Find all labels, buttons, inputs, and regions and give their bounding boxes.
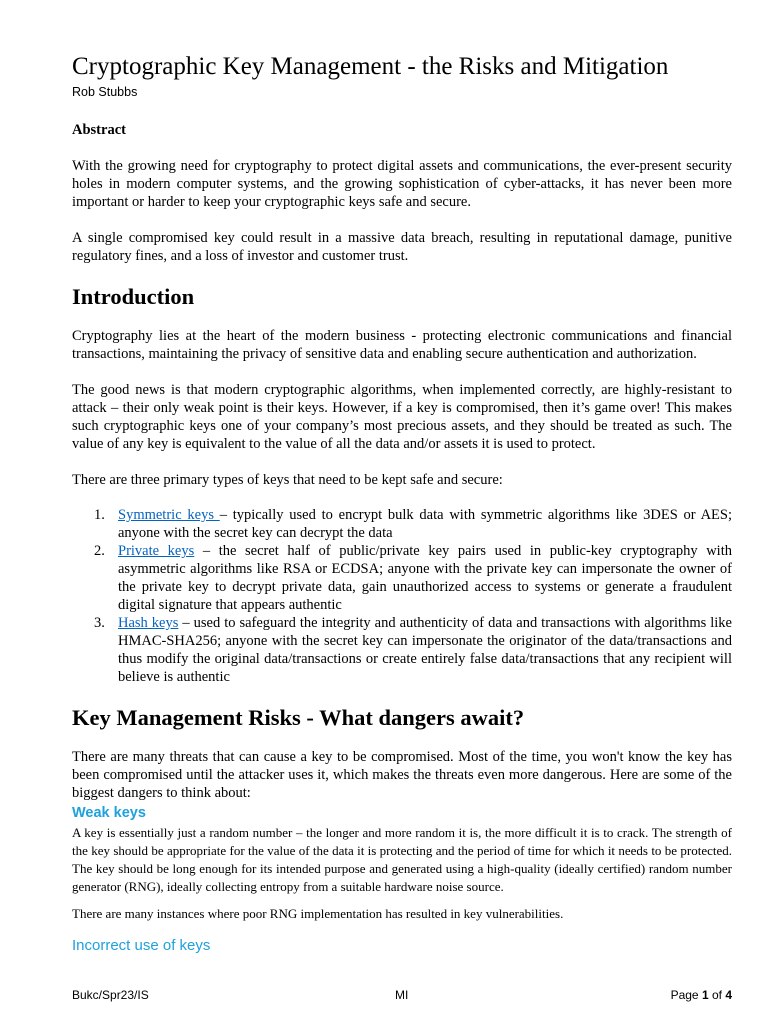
list-item-text: – the secret half of public/private key pairs used in public-key cryptography with asymmetric algorithms like RSA or ECDSA; anyone with the private key can impersonate the owner of the private key to decrypt private data, gain unauthorized access to systems or generate a fraudulent digital signature that appears authentic	[118, 543, 732, 613]
weak-keys-paragraph-2: There are many instances where poor RNG implementation has resulted in key vulnerabilities.	[72, 906, 564, 921]
list-item	[72, 506, 732, 542]
abstract-paragraph-2: A single compromised key could result in a massive data breach, resulting in reputational damage, punitive regulatory fines, and a loss of investor and customer trust.	[72, 230, 732, 264]
list-item-text: – typically used to encrypt bulk data with symmetric algorithms like 3DES or AES; anyone with the secret key can decrypt the data	[118, 507, 732, 541]
risks-paragraph: There are many threats that can cause a key to be compromised. Most of the time, you won't know the key has been compromised until the attacker uses it, which makes the threats even more dangerous. Here are some of the biggest dangers to think about:	[72, 749, 732, 801]
document-title: Cryptographic Key Management - the Risks and Mitigation	[72, 53, 669, 80]
list-item	[72, 542, 732, 614]
page-current: 1	[701, 988, 709, 1002]
risks-heading: Key Management Risks - What dangers await?	[72, 705, 525, 730]
symmetric-keys-link[interactable]: Symmetric keys	[118, 507, 220, 523]
weak-keys-paragraph-1: A key is essentially just a random number – the longer and more random it is, the more difficult it is to crack. The strength of the key should be appropriate for the value of the data it is protecting and the period of time for which it needs to be protected. The key should be long enough for its intended purpose and generated using a high-quality (ideally certified) random number generator (RNG), ideally collecting entropy from a suitable hardware noise source.	[72, 825, 732, 894]
introduction-heading: Introduction	[72, 284, 195, 309]
list-item-text: – used to safeguard the integrity and authenticity of data and transactions with algorithms like HMAC-SHA256; anyone with the secret key can impersonate the originator of the data/transactions and thus modify the original data/transactions or create entirely false data/transactions that any recipient will believe is authentic	[118, 615, 732, 685]
incorrect-use-heading: Incorrect use of keys	[72, 937, 211, 954]
list-number: 1.	[94, 507, 105, 523]
list-number: 2.	[94, 543, 105, 559]
abstract-paragraph-1: With the growing need for cryptography to protect digital assets and communications, the ever-present security holes in modern computer systems, and the growing sophistication of cyber-attacks, it has never been more important or harder to keep your cryptographic keys safe and secure.	[72, 158, 732, 210]
key-types-list	[72, 506, 732, 686]
introduction-paragraph-3: There are three primary types of keys that need to be kept safe and secure:	[72, 472, 503, 488]
list-number: 3.	[94, 615, 105, 631]
introduction-paragraph-1: Cryptography lies at the heart of the modern business - protecting electronic communications and financial transactions, maintaining the privacy of sensitive data and enabling secure authentication and authorization.	[72, 328, 732, 362]
weak-keys-heading: Weak keys	[72, 805, 146, 821]
footer-course-code: Bukc/Spr23/IS	[72, 988, 149, 1002]
page-of: of	[708, 988, 726, 1002]
document-author: Rob Stubbs	[72, 85, 138, 99]
footer-page-number	[671, 987, 732, 1003]
abstract-heading: Abstract	[72, 122, 126, 138]
page-total: 4	[725, 988, 732, 1002]
hash-keys-link[interactable]: Hash keys	[118, 615, 179, 631]
footer-center-label: MI	[395, 988, 409, 1002]
page-label: Page	[670, 988, 702, 1002]
private-keys-link[interactable]: Private keys	[118, 543, 195, 559]
list-item	[72, 614, 732, 686]
introduction-paragraph-2: The good news is that modern cryptographic algorithms, when implemented correctly, are highly-resistant to attack – their only weak point is their keys. However, if a key is compromised, then it’s game over! This makes such cryptographic keys one of your company’s most precious assets, and they should be treated as such. The value of any key is equivalent to the value of all the data and/or assets it is used to protect.	[72, 382, 732, 452]
